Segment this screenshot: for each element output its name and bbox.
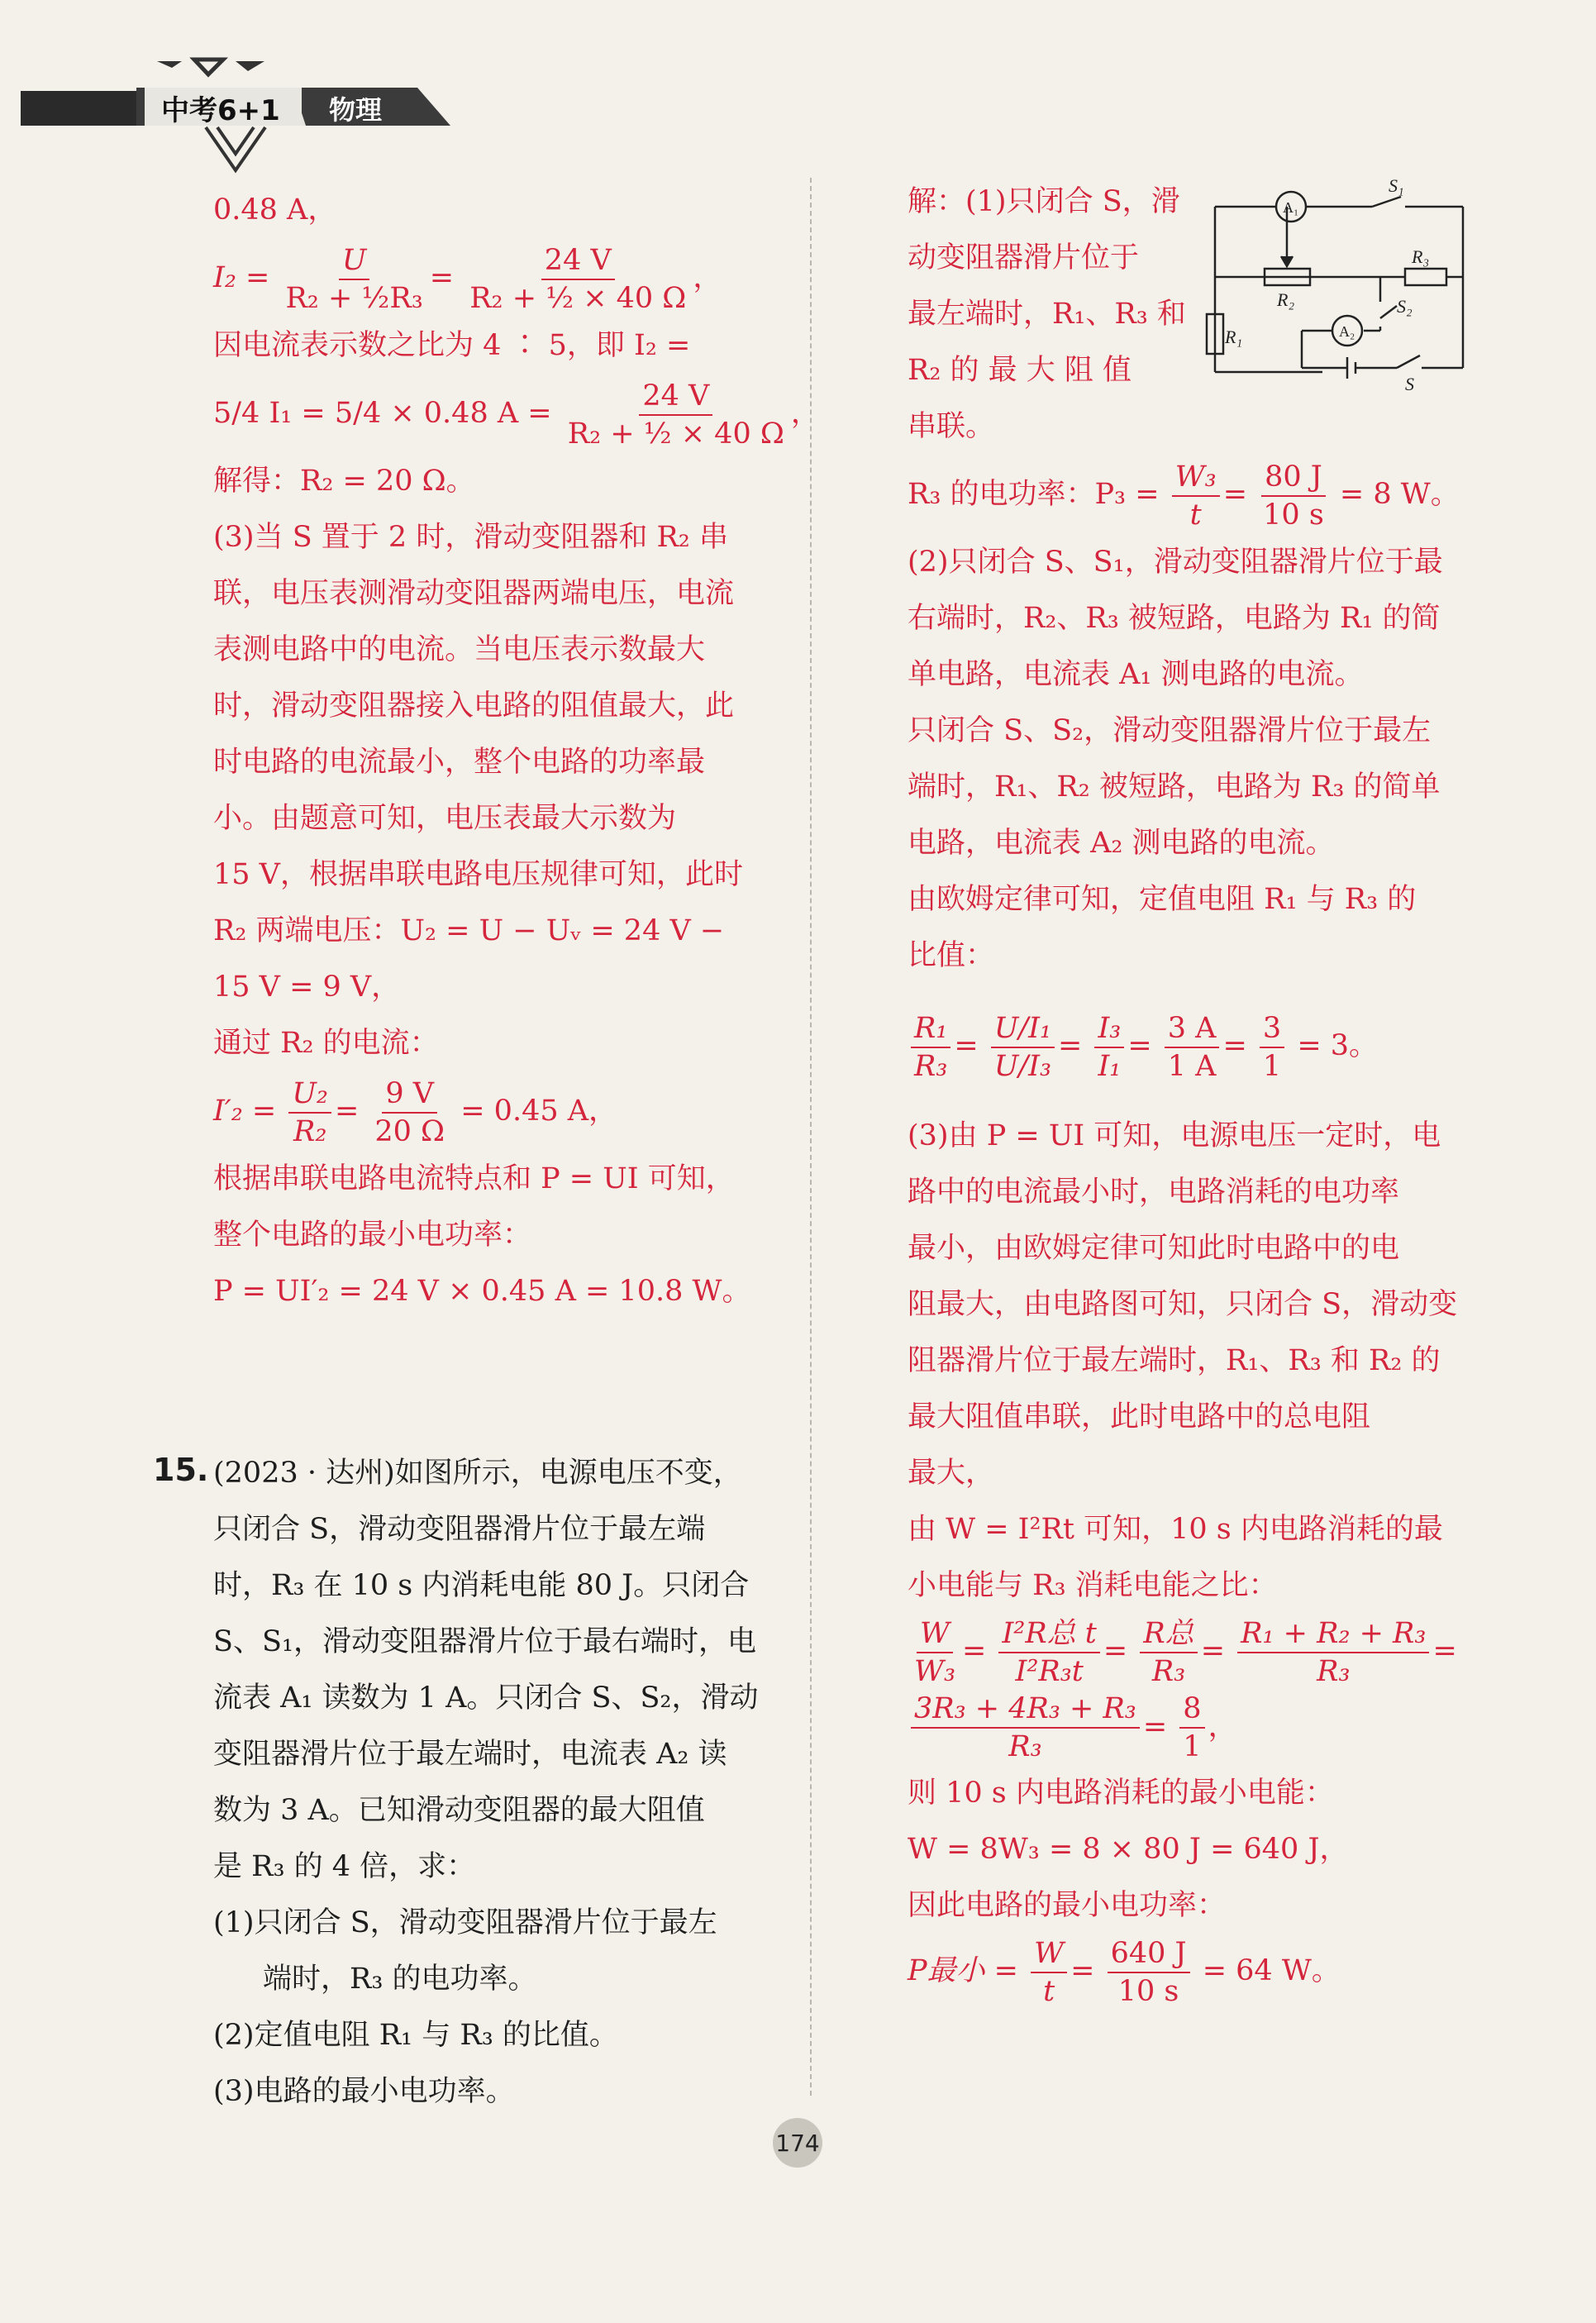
text-line: 路中的电流最小时，电路消耗的电功率 — [908, 1176, 1400, 1209]
svg-text:S₁: S₁ — [1389, 175, 1404, 196]
text-line: 是 R₃ 的 4 倍，求： — [213, 1850, 476, 1883]
svg-text:S₂: S₂ — [1397, 296, 1413, 317]
text-line: S、S₁，滑动变阻器滑片位于最右端时，电 — [213, 1625, 756, 1658]
text-line: 解：(1)只闭合 S，滑 — [908, 185, 1180, 218]
svg-text:R₃: R₃ — [1412, 246, 1430, 267]
text-line: (3)由 P = UI 可知，电源电压一定时，电 — [908, 1119, 1441, 1152]
text-line: (2)定值电阻 R₁ 与 R₃ 的比值。 — [213, 2019, 618, 2052]
text-line: 时，R₃ 在 10 s 内消耗电能 80 J。只闭合 — [213, 1569, 750, 1602]
text-line: 数为 3 A。已知滑动变阻器的最大阻值 — [213, 1794, 705, 1827]
text-line: 解得：R₂ = 20 Ω。 — [213, 465, 475, 498]
text-line: 由 W = I²Rt 可知，10 s 内电路消耗的最 — [908, 1513, 1443, 1546]
text-line: 时，滑动变阻器接入电路的阻值最大，此 — [213, 689, 735, 723]
text-line: 小。由题意可知，电压表最大示数为 — [213, 802, 677, 835]
svg-text:R₂: R₂ — [1277, 289, 1295, 310]
text-line: 根据串联电路电流特点和 P = UI 可知， — [213, 1162, 735, 1195]
text-line: (2023 · 达州)如图所示，电源电压不变， — [213, 1457, 742, 1490]
text-line: 只闭合 S、S₂，滑动变阻器滑片位于最左 — [908, 714, 1432, 747]
text-line: 整个电路的最小电功率： — [213, 1219, 532, 1252]
text-line: (2)只闭合 S、S₁，滑动变阻器滑片位于最 — [908, 546, 1443, 579]
text-line: R₂ 的 最 大 阻 值 — [908, 354, 1132, 387]
text-line: P = UI′₂ = 24 V × 0.45 A = 10.8 W。 — [213, 1275, 751, 1308]
formula-line: I₂ = $\frac{U}{\text{R₂ + ½R₃}}$ = $\frac{24 V}{\text{R₂ + ½ × 40 Ω}}$ ， — [213, 243, 722, 315]
left-column — [213, 182, 820, 1319]
svg-text:R₁: R₁ — [1225, 327, 1243, 347]
text-line: 15 V = 9 V， — [213, 971, 401, 1004]
text-line: 最大， — [908, 1457, 995, 1490]
text-line: 阻器滑片位于最左端时，R₁、R₃ 和 R₂ 的 — [908, 1344, 1441, 1377]
svg-text:A₁: A₁ — [1283, 199, 1299, 216]
brand-title: 中考6+1 — [161, 94, 280, 127]
text-line: 单电路，电流表 A₁ 测电路的电流。 — [908, 658, 1364, 691]
text-line: 最左端时，R₁、R₃ 和 — [908, 298, 1186, 331]
right-column — [908, 174, 1486, 2010]
text-line: (3)电路的最小电功率。 — [213, 2075, 515, 2108]
text-line: 因此电路的最小电功率： — [908, 1889, 1227, 1922]
page-number: 174 — [773, 2118, 822, 2168]
text-line: 时电路的电流最小，整个电路的功率最 — [213, 746, 706, 779]
formula-line: $\frac{\text{R₁}}{\text{R₃}}$ = $\frac{\text{U/I₁}}{\text{U/I₃}}$ = $\frac{\text{I₃}}{\text{I₁}}$ = $\frac{3 A}{1 A}$ = $\frac{3}{1}$ = 3。 — [908, 984, 1486, 1108]
formula-line: R₃ 的电功率：P₃ = $\frac{\text{W₃}}{t}$ = $\frac{80 J}{10 s}$ = 8 W。 — [908, 460, 1460, 532]
text-line: 表测电路中的电流。当电压表示数最大 — [213, 633, 706, 666]
svg-text:S: S — [1405, 374, 1414, 394]
text-line: 变阻器滑片位于最左端时，电流表 A₂ 读 — [213, 1738, 727, 1771]
text-line: 因电流表示数之比为 4 ∶ 5，即 I₂ = — [213, 329, 691, 362]
text-line: 串联。 — [908, 410, 995, 443]
text-line: 比值： — [908, 939, 995, 972]
subject-label: 物理 — [329, 94, 383, 126]
text-line: 0.48 A， — [213, 193, 337, 227]
question-number: 15. — [153, 1452, 209, 1488]
text-line: 小电能与 R₃ 消耗电能之比： — [908, 1569, 1278, 1602]
text-line: 通过 R₂ 的电流： — [213, 1027, 439, 1060]
text-line: W = 8W₃ = 8 × 80 J = 640 J， — [908, 1833, 1349, 1866]
text-line: (3)当 S 置于 2 时，滑动变阻器和 R₂ 串 — [213, 521, 728, 554]
logo-bottom-icon — [202, 124, 269, 177]
text-line: 端时，R₁、R₂ 被短路，电路为 R₃ 的简单 — [908, 770, 1441, 804]
formula-line: I′₂ = $\frac{\text{U₂}}{\text{R₂}}$ = $\frac{9 V}{20 \Omega}$ = 0.45 A， — [213, 1076, 618, 1148]
formula-line: P最小 = $\frac{W}{t}$ = $\frac{640 J}{10 s}$ = 64 W。 — [908, 1936, 1341, 2008]
text-line: 由欧姆定律可知，定值电阻 R₁ 与 R₃ 的 — [908, 883, 1417, 916]
text-line: 联，电压表测滑动变阻器两端电压，电流 — [213, 577, 735, 610]
text-line: 右端时，R₂、R₃ 被短路，电路为 R₁ 的简 — [908, 602, 1441, 635]
text-line: 流表 A₁ 读数为 1 A。只闭合 S、S₂，滑动 — [213, 1681, 759, 1715]
question-body — [213, 1445, 792, 2120]
svg-text:A₂: A₂ — [1339, 323, 1355, 340]
formula-line: $\frac{W}{\text{W₃}}$ = $\frac{\text{I²R总 t}}{\text{I²R₃t}}$ = $\frac{\text{R总}}{\text{R₃}}$ = $\frac{\text{R₁ + R₂ + R₃}}{\text{R₃}}$ = — [914, 1616, 1457, 1688]
text-line: 15 V，根据串联电路电压规律可知，此时 — [213, 858, 743, 891]
text-line: R₂ 两端电压：U₂ = U − Uᵥ = 24 V − — [213, 914, 725, 947]
text-line: 最小，由欧姆定律可知此时电路中的电 — [908, 1232, 1400, 1265]
formula-line: $\frac{\text{3R₃ + 4R₃ + R₃}}{\text{R₃}}$ = $\frac{8}{1}$ ， — [908, 1690, 1486, 1766]
text-line: 阻最大，由电路图可知，只闭合 S，滑动变 — [908, 1288, 1458, 1321]
text-line: 动变阻器滑片位于 — [908, 241, 1140, 274]
text-line: 最大阻值串联，此时电路中的总电阻 — [908, 1400, 1371, 1433]
text-line: 则 10 s 内电路消耗的最小电能： — [908, 1777, 1334, 1810]
column-divider — [810, 178, 812, 2096]
text-line: 电路，电流表 A₂ 测电路的电流。 — [908, 827, 1335, 860]
text-line: 端时，R₃ 的电功率。 — [263, 1963, 537, 1996]
formula-line: 5/4 I₁ = 5/4 × 0.48 A = $\frac{24 V}{\text{R₂ + ½ × 40 Ω}}$ ， — [213, 379, 820, 451]
text-line: (1)只闭合 S，滑动变阻器滑片位于最左 — [213, 1906, 717, 1939]
text-line: 只闭合 S，滑动变阻器滑片位于最左端 — [213, 1513, 706, 1546]
